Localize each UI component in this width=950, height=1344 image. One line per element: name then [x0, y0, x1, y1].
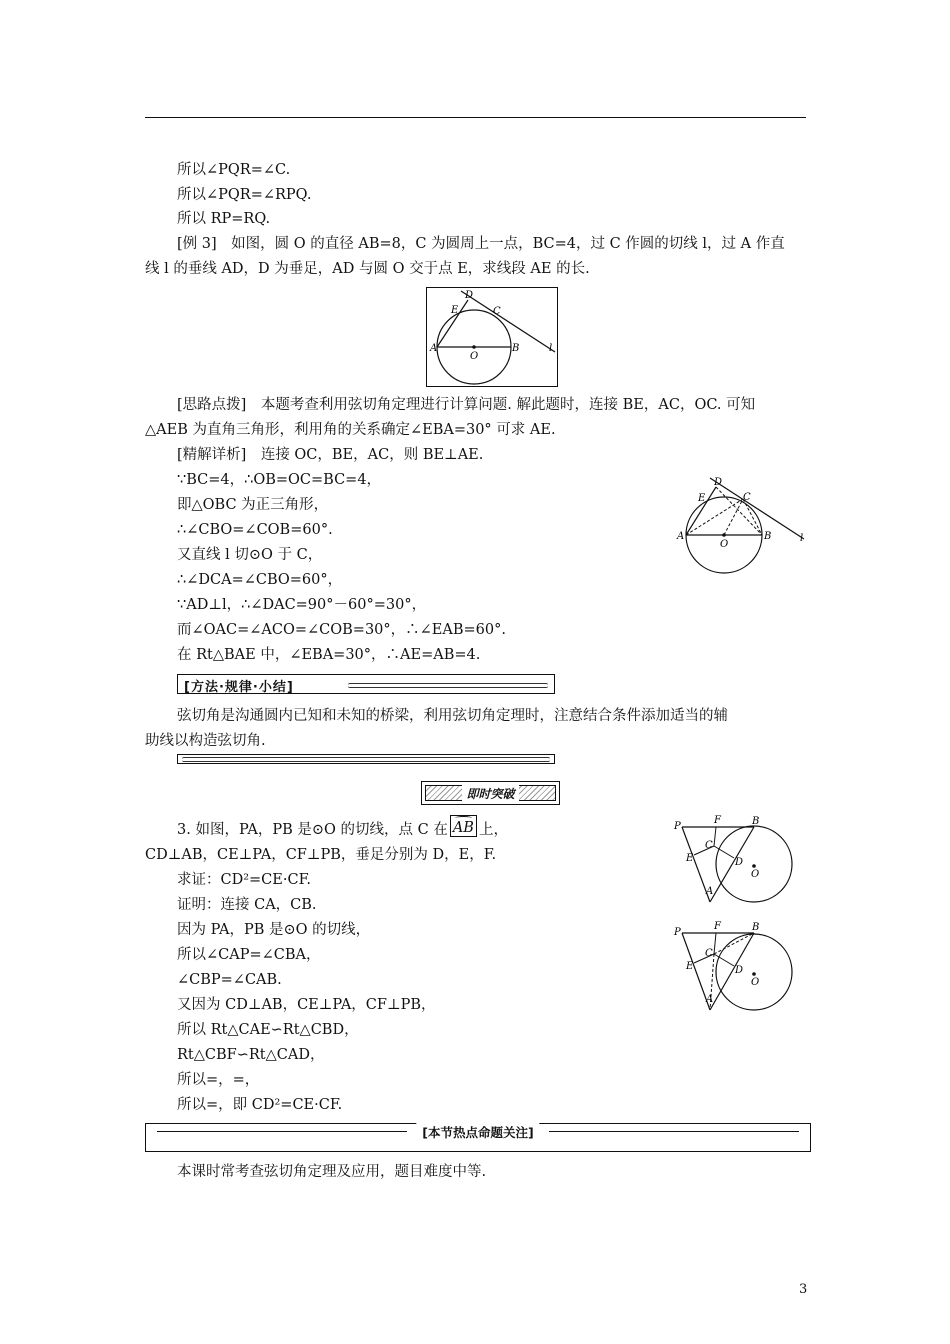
- solution-text: 而∠OAC=∠ACO=∠COB=30°，∴∠EAB=60°.: [177, 622, 506, 638]
- figure-label: l: [549, 343, 553, 354]
- figure-label: C: [493, 306, 501, 317]
- hot-topic-text: 本课时常考查弦切角定理及应用，题目难度中等.: [177, 1164, 487, 1180]
- solution-text: 在 Rt△BAE 中，∠EBA=30°，∴AE=AB=4.: [177, 647, 481, 663]
- figure-solution-svg: [676, 473, 810, 577]
- hot-topic-title: [本节热点命题关注]: [416, 1123, 539, 1141]
- figure-label: F: [714, 815, 721, 826]
- practice-badge-inner: [425, 785, 556, 801]
- proof-text: 所以=，=，: [177, 1072, 260, 1088]
- decorative-rule: [549, 1131, 799, 1132]
- solution-text: ∵AD⊥l，∴∠DAC=90°－60°=30°，: [177, 597, 427, 613]
- example-3-text: 线 l 的垂线 AD，D 为垂足，AD 与圆 O 交于点 E，求线段 AE 的长.: [145, 261, 590, 277]
- text-line: 所以 RP=RQ.: [177, 211, 271, 227]
- text-line: 所以∠PQR=∠C.: [177, 162, 291, 178]
- proof-text: 证明：连接 CA，CB.: [177, 897, 317, 913]
- figure-label: F: [714, 921, 721, 932]
- practice-badge-label: 即时突破: [462, 785, 518, 802]
- figure-label: P: [674, 927, 681, 938]
- proof-text: ∠CBP=∠CAB.: [177, 972, 282, 988]
- figure-example3-framed: [426, 287, 558, 387]
- figure-label: A: [430, 343, 438, 354]
- hint-text: △AEB 为直角三角形，利用角的关系确定∠EBA=30° 可求 AE.: [145, 422, 556, 438]
- exercise-3-text: [177, 817, 508, 840]
- summary-text: 弦切角是沟通圆内已知和未知的桥梁，利用弦切角定理时，注意结合条件添加适当的辅: [177, 708, 728, 724]
- exercise-3-stem: 3. 如图，PA，PB 是⊙O 的切线，点 C 在: [177, 822, 448, 838]
- figure-label: E: [698, 493, 706, 504]
- proof-text: Rt△CBF∽Rt△CAD，: [177, 1047, 325, 1063]
- solution-text: [精解详析] 连接 OC，BE，AC，则 BE⊥AE.: [177, 447, 484, 463]
- solution-text: ∴∠DCA=∠CBO=60°，: [177, 572, 343, 588]
- figure-label: P: [674, 821, 681, 832]
- arc-ab-box: AB: [450, 815, 477, 837]
- figure-label: D: [735, 965, 744, 976]
- figure-label: D: [465, 290, 474, 301]
- example-3-text: [例 3] 如图，圆 O 的直径 AB=8，C 为圆周上一点，BC=4，过 C 作圆的切线 l，过 A 作直: [177, 236, 785, 252]
- figure-label: C: [705, 948, 713, 959]
- header-rule: [145, 117, 806, 118]
- exercise-3-text: 求证：CD²=CE·CF.: [177, 872, 311, 888]
- proof-text: 又因为 CD⊥AB，CE⊥PA，CF⊥PB，: [177, 997, 436, 1013]
- figure-label: B: [752, 922, 760, 933]
- figure-label: A: [677, 531, 685, 542]
- figure-label: D: [714, 477, 723, 488]
- figure-label: C: [743, 492, 751, 503]
- method-summary-box: [177, 674, 555, 694]
- figure-label: A: [706, 994, 714, 1005]
- figure-label: O: [751, 869, 760, 880]
- solution-text: ∵BC=4，∴OB=OC=BC=4，: [177, 472, 382, 488]
- practice-badge: [421, 781, 560, 805]
- solution-text: ∴∠CBO=∠COB=60°.: [177, 522, 333, 538]
- figure-label: E: [686, 853, 694, 864]
- figure-label: O: [720, 539, 729, 550]
- figure-label: B: [764, 531, 772, 542]
- figure-label: E: [686, 961, 694, 972]
- solution-text: 即△OBC 为正三角形，: [177, 497, 329, 513]
- summary-text: 助线以构造弦切角.: [145, 733, 266, 749]
- hint-text: [思路点拨] 本题考查利用弦切角定理进行计算问题. 解此题时，连接 BE，AC，OC. 可知: [177, 397, 756, 413]
- figure-label: l: [800, 533, 804, 544]
- decorative-bar: [348, 683, 548, 688]
- figure-label: B: [752, 816, 760, 827]
- hot-topic-banner: [145, 1121, 811, 1152]
- figure-label: C: [705, 840, 713, 851]
- figure-label: O: [470, 351, 479, 362]
- figure-label: A: [706, 886, 714, 897]
- figure-label: E: [451, 305, 459, 316]
- proof-text: 所以 Rt△CAE∽Rt△CBD，: [177, 1022, 359, 1038]
- method-summary-title: [方法·规律·小结]: [184, 680, 294, 695]
- exercise-3-text: CD⊥AB，CE⊥PA，CF⊥PB，垂足分别为 D，E，F.: [145, 847, 497, 863]
- figure-label: D: [735, 857, 744, 868]
- solution-text: 又直线 l 切⊙O 于 C，: [177, 547, 323, 563]
- exercise-3-stem-end: 上，: [478, 822, 508, 838]
- method-summary-box-end: [177, 754, 555, 764]
- figure-label: B: [512, 343, 520, 354]
- decorative-bar: [182, 757, 550, 762]
- page-number: 3: [799, 1282, 808, 1297]
- figure-proof-svg: [672, 918, 798, 1016]
- text-line: 所以∠PQR=∠RPQ.: [177, 187, 312, 203]
- proof-text: 所以∠CAP=∠CBA，: [177, 947, 321, 963]
- proof-text: 因为 PA，PB 是⊙O 的切线，: [177, 922, 371, 938]
- proof-text: 所以=，即 CD²=CE·CF.: [177, 1097, 343, 1113]
- decorative-rule: [157, 1131, 407, 1132]
- figure-example3-svg: [427, 288, 557, 386]
- figure-label: O: [751, 977, 760, 988]
- figure-exercise3-svg: [672, 812, 798, 904]
